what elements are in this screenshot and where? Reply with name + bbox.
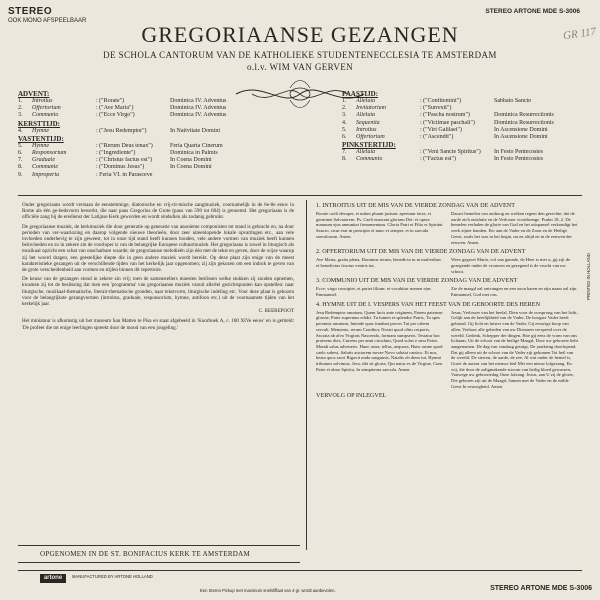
track-genre: Introitus [32,98,53,104]
latin-text: Rorate caeli desuper, et nubes pluant justum: aperiatur terra, et germinet Salvatorem. Ps. Caeli enarrant gloriam Dei: et opera manuum ejus annuntiat firmamentum. Gloria Patri et Filio et Spiritui Sancto, sicut erat in principio et nunc et semper, et in saecula saeculorum. Amen. [316,211,443,239]
track-title: : ("Pascha nostrum") [420,112,470,119]
track-number: 1. [342,98,347,104]
track-feast: Dominica in Palmis [170,150,218,157]
track-number: 4. [342,119,347,126]
track-genre: Hymne [32,127,49,134]
section-heading: PINKSTERTIJD: [342,141,396,150]
divider-horizontal [18,562,300,563]
manufactured-note: MANUFACTURED BY ARTONE HOLLAND [72,574,153,579]
track-feast: Dominica IV. Adventus [170,98,227,104]
dutch-text: Dauwt hemelen van omhoog en wolken regent den gerechte; dat de aarde zich ontsluite en de Verlosser voortbrenge. Psalm 18, 2. De hemelen verhalen de glorie van God en het uitspansel verkondigt het werk zijner handen. Eer aan de Vader en de Zoon en de Heilige Geest, zoals het was in het begin, nu en altijd en in de eeuwen der eeuwen. Amen. [451,211,578,245]
track-genre: Improperia [32,171,60,178]
track-number: 3. [342,112,347,119]
track-genre: Sequentia [356,119,380,126]
track-genre: Alleluia [356,98,375,104]
section-title: 4. HYMNE UIT DE I. VESPERS VAN HET FEEST VAN DE GEBOORTE DES HEREN [316,300,541,308]
track-title: : ("Confitemini") [420,98,462,104]
track-genre: Communio [32,112,59,119]
track-feast: In Ascensione Domini [494,126,548,133]
track-title: : ("Ascendit") [420,134,454,141]
liner-notes [22,202,294,331]
latin-text: Jesu Redemptor omnium, Quem lucis ante originem, Parem paternae gloriae, Pater supremus edidit. Tu lumen et splendor Patris, Tu spes perennis omnium, Intende quas fundunt preces Tui per orbem servuli. Memento, rerum Conditor, Nostri quod olim corporis, Sacrata ab alvo Virginis Nascendo, formam sumpseris. Testatur hoc praesens dies, Currens per anni circulum, Quod solus e sinu Patris Mundi salus adveneris. Hunc astra, tellus, aequora, Hunc omne quod caelo subest, Salutis auctorem novae Novo salutat cantico. Et nos, beata quos sacri Rigavit unda sanguinis, Natalis ob diem tui, Hymni tributum solvimus. Jesu, tibi sit gloria, Qui natus es de Virgine, Cum Patre et almo Spiritu, In sempiterna saecula. Amen. [316,309,443,372]
track-title: : ("Surrexit") [420,105,452,112]
continued-note: VERVOLG OP INLEGVEL [316,391,387,399]
track-title: : ("Dominus Jesus") [96,164,145,171]
track-genre: Responsorium [32,150,67,157]
track-title: : ("Ecce Virgo") [96,112,135,119]
album-title: GREGORIAANSE GEZANGEN [141,22,459,47]
section-heading: KERSTTIJD: [18,119,61,128]
track-number: 4. [18,127,23,134]
track-number: 7. [342,149,347,156]
stylus-note: Een Stereo Pickup met maximum snelsliffaat van 4 gr. wordt aanbevolen. [200,588,336,593]
track-list [18,128,248,135]
track-feast [170,172,248,179]
track-title: : ("Jesu Redemptor") [96,127,147,134]
handwritten-note: GR 117 [562,25,597,43]
track-genre: Alleluia [356,149,375,156]
divider-vertical [306,200,307,550]
track-genre: Offertorium [32,105,61,112]
track-feast: Sabbato Sancto [494,98,532,104]
track-feast: In Festo Pentecostes [494,156,543,163]
track-genre: Hymne [32,142,49,149]
track-number: 9. [18,171,23,178]
artone-logo: artone [40,574,66,583]
track-title: : ("Victimae paschali") [420,119,475,126]
track-genre: Graduale [32,157,55,164]
track-genre: Introitus [356,126,377,133]
track-number: 2. [18,105,23,112]
track-feast: In Nativitate Domini [170,127,220,134]
track-feast: Dominica IV. Adventus [170,112,227,119]
notes-paragraph: De gregoriaanse muziek, de kerkmuziek die door generatie op generatie van anonieme componisten tot stand is gebracht en, na door perioden van ver-waarlozing en daarop volgende nieuwe theorieën, door zeer uiteenlopende lokale opvattingen etc., aan vele invloeden onderhevig te zijn geweest, tot in onze tijd stand heeft kunnen houden, vele andere vormen van muziek heeft kunnen beïnvloeden en zo in zekere zin de voorloper is van de belangrijke Europese cultuurmuziek. Het gregoriaans is zowel in liturgisch als muzikaal opzicht een schat van onschatbare waarde; de gregoriaanse melodieën zijn één met de tekst en geven, door de wijze waarop zij het woord dragen, een geestelijke diepte die in geen andere muziek wordt bereikt. Op deze plaat zijn enige van de meest karakteristieke gezangen uit de verschillende tijden van het kerkelijk jaar opgenomen; zij zijn gekozen om een indruk te geven van de grote verscheidenheid aan vormen en stijlen binnen dit repertoire. [22,223,294,274]
track-title: : ("Factus est") [420,156,456,163]
lyrics [316,202,578,399]
dutch-text: Zie de maagd zal ontvangen en een zoon baren en zijn naam zal zijn Emmanuel, God met ons. [451,286,577,298]
track-genre: Communie [32,164,58,171]
program-right [342,90,582,164]
track-number: 2. [342,105,347,112]
track-feast: Dominica Resurrectionis [494,119,554,126]
track-number: 3. [18,112,23,119]
track-title: : ("Veni Sancte Spiritus") [420,149,481,156]
track-title: : ("Viri Galilaei") [420,126,462,133]
performer-line: DE SCHOLA CANTORUM VAN DE KATHOLIEKE STUDENTENECCLESIA TE AMSTERDAM [103,50,497,60]
section-heading: PAASTIJD: [342,90,379,98]
author-signature: C. BEEREPOOT [258,308,294,315]
track-genre: Communio [356,156,383,163]
track-number: 5. [18,142,23,149]
program-left [18,90,248,179]
stereo-label: STEREO [8,6,53,17]
divider-horizontal [18,570,582,571]
track-feast: Dominica Resurrectionis [494,112,554,119]
miniature-note: Het miniatuur is afkomstig uit het museum San Matteo te Pisa en staat afgebeeld in 'Koorboek A, c. 180 XIVe eeuw' en is getiteld: 'De profeet die tot enige leerlingen spreekt door de mond van een jongeling.' [22,318,294,331]
mono-label: OOK MONO AFSPEELBAAR [8,18,87,24]
section-title: 1. INTROITUS UIT DE MIS VAN DE VIERDE ZONDAG VAN DE ADVENT [316,202,516,209]
track-title: : ("Rorate") [96,98,125,104]
section-heading: ADVENT: [18,90,50,98]
track-number: 5. [342,126,347,133]
printed-in-holland: PRINTED IN HOLLAND [586,253,591,300]
divider-horizontal [18,195,582,196]
track-title: : ("Ingrediente") [96,150,136,157]
track-feast: Dominica IV. Adventus [170,105,227,112]
track-genre: Offertorium [356,134,385,141]
latin-text: Ave Maria, gratia plena, Dominus tecum, benedicta tu in mulieribus et benedictus fructus ventris tui. [316,257,441,268]
track-list [342,149,582,163]
conductor-line: o.l.v. WIM VAN GERVEN [246,62,354,72]
latin-text: Ecce, virgo concipiet, et pariet filium: et vocabitur nomen ejus Emmanuel. [316,286,431,298]
track-title: : Feria VI. in Parasceve [96,171,153,178]
track-title: : ("Rerum Deus tenax") [96,142,153,149]
catalog-number-top: STEREO ARTONE MDE S-3006 [485,8,580,15]
track-feast: Feria Quarta Cinerum [170,142,223,149]
track-number: 8. [18,164,23,171]
notes-paragraph: De keuze van de gezangen stond in zekere zin vrij; toen de samenstellers moesten beslissen welke stukken zij zouden opnemen, kwamen zij tot de beslissing dat men een 'programma' van gregoriaanse muziek vanuit allerlei gezichtspunten kan opstellen: naar liturgische, muzikaal-thematische, literair-thematische gronden, naar tekstvorm, liturgische indeling etc. Voor deze plaat is gekozen voor de belangrijkste gezangvormen (introitus, graduale, responsorium, hymne, antifoon etc.) uit de voornaamste tijden van het kerkelijk jaar. [22,276,294,308]
track-list [342,98,582,141]
track-list [18,143,248,179]
dutch-text: Jesus, Verlosser van het heelal, Dien voor de oorsprong van het licht, Gelijk aan de heerlijkheid van de Vader, De hoogste Vader heeft gebaard. Gij licht en luister van de Vader, Gij eeuwige hoop van allen, Verhoor alle gebeden van uw Dienaren verspreid over de wereld. Gedenk, Schepper der dingen, Hoe gij eens de vorm van ons lichaam, Uit de schoot van de heilige Maagd, Door uw geboorte hebt aangenomen. De dag van vandaag getuigt, De jaarkring doorlopend, Dat gij alleen uit de schoot van de Vader zijt gekomen Tot heil van de wereld. De sterren, de aarde, de zee, Al wat onder de hemel is, Groet de auteur van het nieuwe heil Met een nieuw lofgezang. En wij, die door de zaligmakende stroom van heilig bloed gewassen, Vanwege uw geboortedag Onze lofzang. Jezus, aan U zij de glorie, Die geboren zijt uit de Maagd, Samen met de Vader en de milde Geest In eeuwigheid. Amen. [451,309,578,389]
track-number: 1. [18,98,23,104]
track-number: 6. [18,150,23,157]
track-feast: In Festo Pentecostes [494,149,543,156]
track-genre: Invitatorium [356,105,386,112]
section-title: 3. COMMUNIO UIT DE MIS VAN DE VIERDE ZONDAG VAN DE ADVENT [316,277,518,285]
track-feast [494,105,582,112]
divider-horizontal [18,545,300,546]
track-list [18,98,248,120]
track-title: : ("Christus factus est") [96,157,153,164]
recording-location: OPGENOMEN IN DE ST. BONIFACIUS KERK TE AMSTERDAM [40,550,251,558]
catalog-number-bottom: STEREO ARTONE MDE S-3006 [490,585,592,592]
track-feast: In Ascensione Domini [494,134,548,141]
track-feast: In Coena Domini [170,157,212,164]
track-number: 6. [342,134,347,141]
dutch-text: Wees gegroet Maria, vol van genade, de Heer is met u, gij zijt de gezegende onder de vrouwen en gezegend is de vrucht van uw schoot. [451,257,571,274]
notes-paragraph: Onder gregoriaans wordt verstaan de eenstemmige, diatonische en vrij-rit-mische zangmuziek, voornamelijk in de 6e-8e eeuw in Rome als één ge-bedsvorm bewerkt, die naar paus Gregorius de Grote (paus van 590 tot 604) is genoemd. Het gregoriaans is de officiële zang bij de eredienst der Latijnse Kerk geworden en wordt sindsdien als zodanig gebruikt. [22,202,294,221]
track-title: : ("Ave Maria") [96,105,134,112]
track-genre: Alleluia [356,112,375,119]
track-number: 7. [18,157,23,164]
track-number: 8. [342,156,347,163]
section-heading: VASTENTIJD: [18,134,64,143]
section-title: 2. OFFERTORIUM UIT DE MIS VAN DE VIERDE ZONDAG VAN DE ADVENT [316,248,526,256]
track-feast: In Coena Domini [170,164,212,171]
